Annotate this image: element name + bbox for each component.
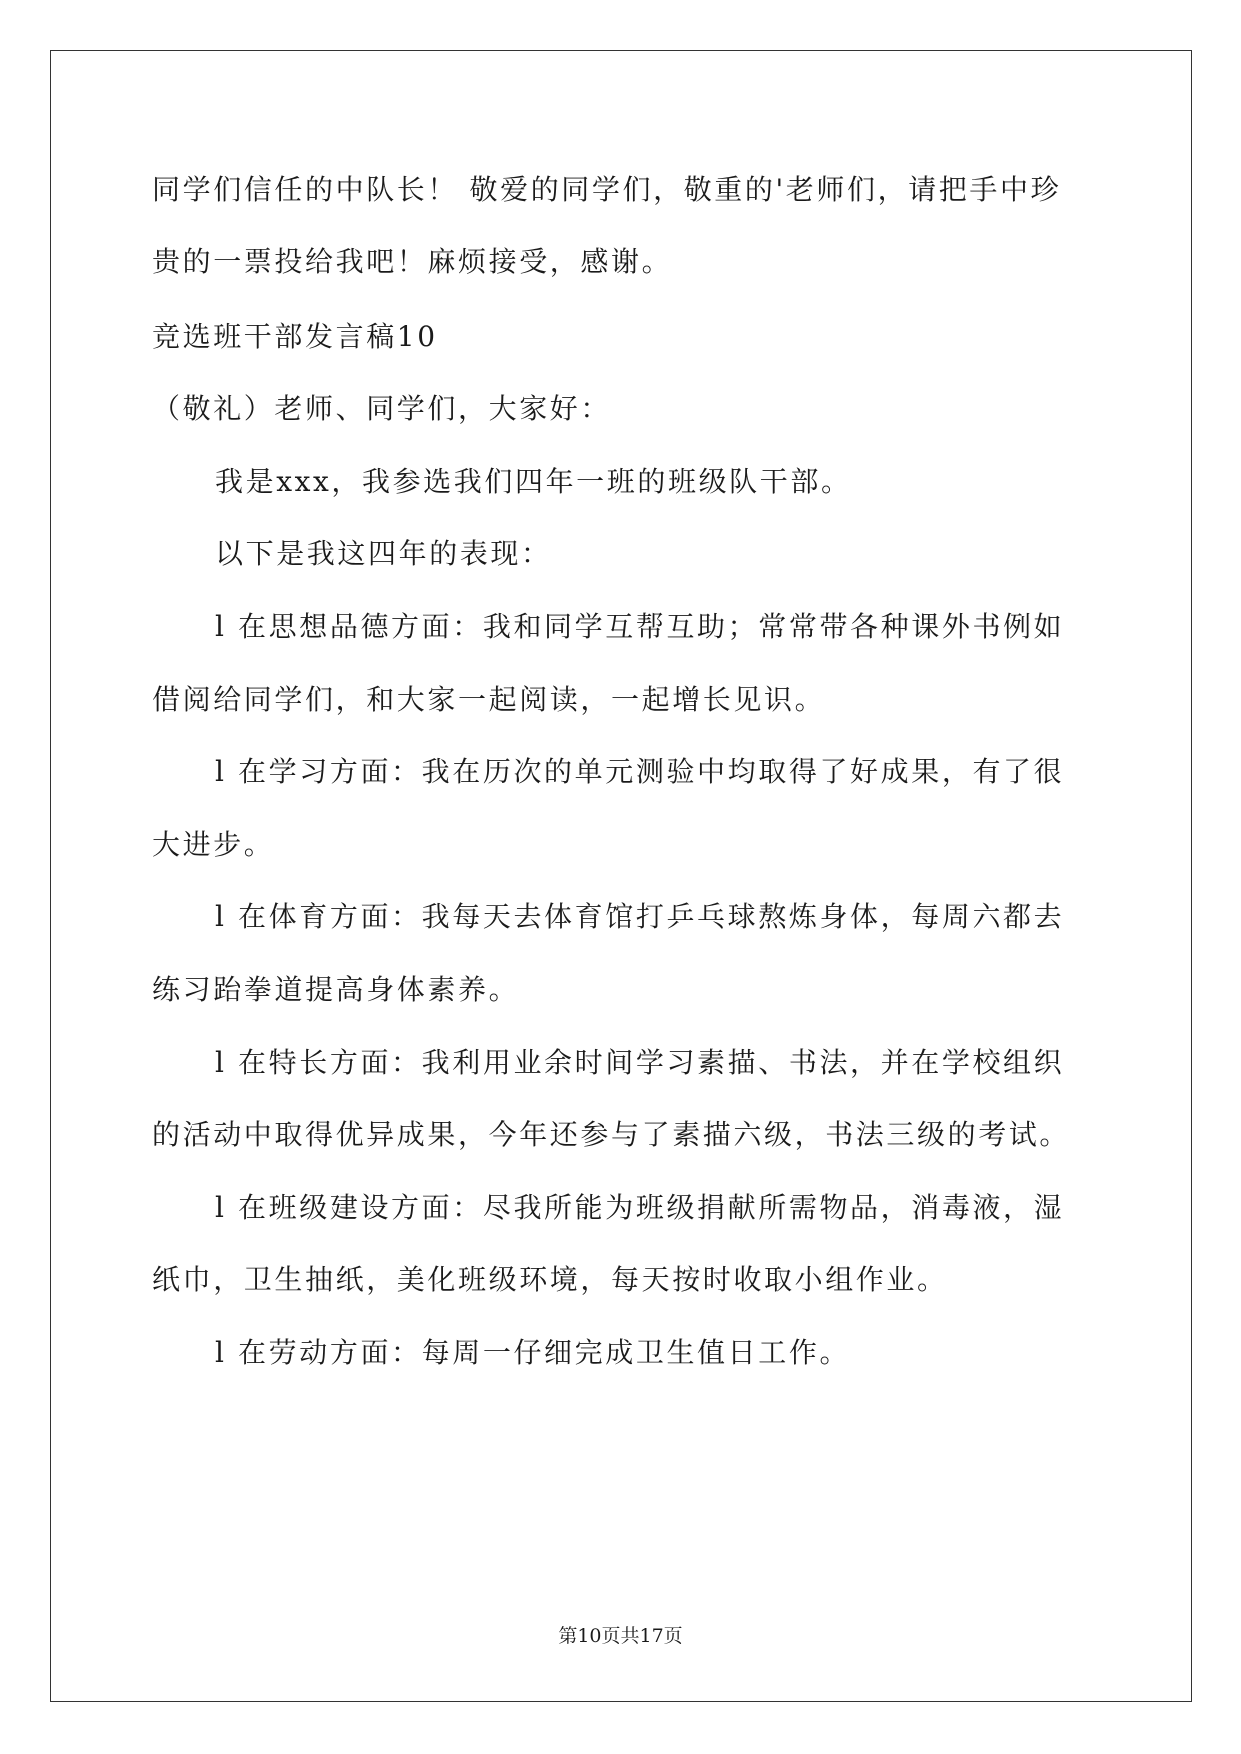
list-item-line: l 在学习方面：我在历次的单元测验中均取得了好成果，有了很 xyxy=(215,755,1065,788)
list-item-line: l 在体育方面：我每天去体育馆打乒乓球熬炼身体，每周六都去 xyxy=(215,900,1065,933)
body-text-line: 纸巾，卫生抽纸，美化班级环境，每天按时收取小组作业。 xyxy=(152,1263,948,1296)
page-footer xyxy=(0,1624,1241,1648)
body-text-line: 借阅给同学们，和大家一起阅读，一起增长见识。 xyxy=(152,683,826,716)
section-heading: 竞选班干部发言稿10 xyxy=(152,320,438,353)
page-border xyxy=(50,50,1192,1702)
body-text-line: 大进步。 xyxy=(152,828,275,861)
body-text-line: 我是xxx，我参选我们四年一班的班级队干部。 xyxy=(215,465,852,498)
page-total: 共17页 xyxy=(620,1625,683,1647)
body-text-line: 同学们信任的中队长！ 敬爱的同学们，敬重的'老师们，请把手中珍 xyxy=(152,173,1062,206)
salutation: （敬礼）老师、同学们，大家好： xyxy=(152,392,612,425)
list-item-line: l 在班级建设方面：尽我所能为班级捐献所需物品，消毒液，湿 xyxy=(215,1191,1065,1224)
body-text-line: 贵的一票投给我吧！麻烦接受，感谢。 xyxy=(152,245,673,278)
list-item-line: l 在劳动方面：每周一仔细完成卫生值日工作。 xyxy=(215,1336,851,1369)
list-item-line: l 在特长方面：我利用业余时间学习素描、书法，并在学校组织 xyxy=(215,1046,1065,1079)
body-text-line: 练习跆拳道提高身体素养。 xyxy=(152,973,520,1006)
body-text-line: 以下是我这四年的表现： xyxy=(215,537,552,570)
page-number: 第10页 xyxy=(558,1625,621,1647)
body-text-line: 的活动中取得优异成果，今年还参与了素描六级，书法三级的考试。 xyxy=(152,1118,1071,1151)
list-item-line: l 在思想品德方面：我和同学互帮互助；常常带各种课外书例如 xyxy=(215,610,1065,643)
